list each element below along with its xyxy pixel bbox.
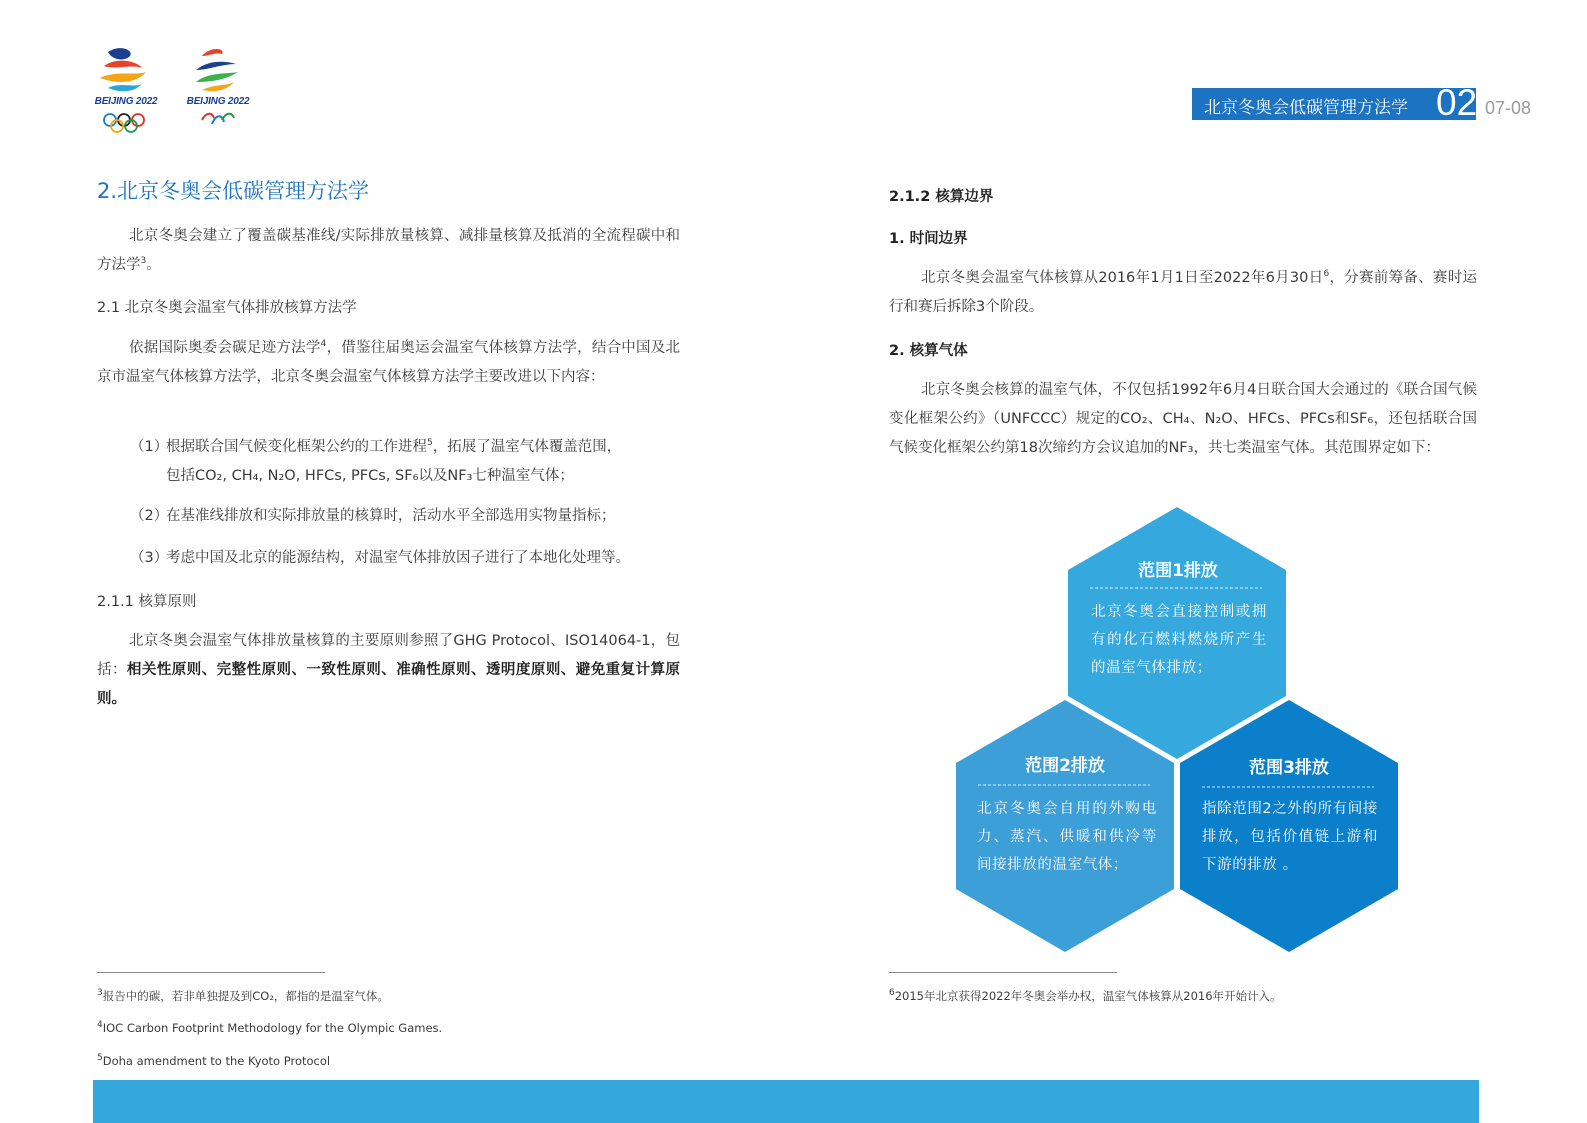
scope3-label: 范围3排放 bbox=[1249, 758, 1329, 778]
paralympic-emblem-icon bbox=[182, 42, 252, 134]
page-numbers: 07-08 bbox=[1485, 98, 1532, 118]
scope3-text: 指除范围2之外的所有间接排放，包括价值链上游和下游的排放 。 bbox=[1202, 801, 1378, 873]
footnote-3: $^3$报告中的碳，若非单独提及到CO₂，都指的是温室气体。 bbox=[97, 988, 389, 1003]
heading-accounting-gases: 2. 核算气体 bbox=[889, 343, 968, 359]
footnote-ref-6[interactable]: 6 bbox=[1323, 269, 1330, 280]
section-title: 2.北京冬奥会低碳管理方法学 bbox=[97, 179, 370, 203]
list-item-1: （1）根据联合国气候变化框架公约的工作进程$^5$，拓展了温室气体覆盖范围， 包括CO₂, CH₄, N₂O, HFCs, PFCs, SF₆以及NF₃七种温室气体； bbox=[130, 438, 622, 484]
subsection-2-1: 2.1 北京冬奥会温室气体排放核算方法学 bbox=[97, 300, 357, 316]
methodology-paragraph: 依据国际奥委会碳足迹方法学$^4$，借鉴往届奥运会温室气体核算方法学，结合中国及北京市温室气体核算方法学，北京冬奥会温室气体核算方法学主要改进以下内容： bbox=[97, 339, 681, 385]
footnote-6: $^6$2015年北京获得2022年冬奥会举办权，温室气体核算从2016年开始计入。 bbox=[889, 988, 1282, 1003]
olympic-logo bbox=[90, 42, 160, 134]
bottom-color-bar bbox=[93, 1080, 1479, 1123]
time-boundary-paragraph: 北京冬奥会温室气体核算从2016年1月1日至2022年6月30日$^6$，分赛前筹备、赛时运行和赛后拆除3个阶段。 bbox=[889, 269, 1477, 315]
list-item-2: （2）在基准线排放和实际排放量的核算时，活动水平全部选用实物量指标； bbox=[130, 508, 616, 524]
principles-bold: 相关性原则、完整性原则、一致性原则、准确性原则、透明度原则、避免重复计算原则。 bbox=[97, 662, 680, 707]
list-item-3: （3）考虑中国及北京的能源结构，对温室气体排放因子进行了本地化处理等。 bbox=[130, 550, 630, 566]
chapter-header bbox=[1192, 82, 1478, 123]
intro-paragraph: 北京冬奥会建立了覆盖碳基准线/实际排放量核算、减排量核算及抵消的全流程碳中和方法学$^3$。 bbox=[97, 228, 680, 273]
scope1-text: 北京冬奥会直接控制或拥有的化石燃料燃烧所产生的温室气体排放； bbox=[1091, 604, 1267, 676]
subsection-2-1-1: 2.1.1 核算原则 bbox=[97, 594, 197, 610]
footnote-divider-left bbox=[97, 972, 325, 973]
heading-time-boundary: 1. 时间边界 bbox=[889, 231, 968, 247]
subsection-2-1-2: 2.1.2 核算边界 bbox=[889, 189, 994, 205]
footnote-ref-3[interactable]: 3 bbox=[140, 256, 147, 267]
scope1-label: 范围1排放 bbox=[1138, 561, 1218, 581]
paralympic-logo-text: BEIJING 2022 bbox=[186, 96, 250, 107]
chapter-number: 02 bbox=[1436, 82, 1478, 123]
footnote-ref-5[interactable]: 5 bbox=[427, 438, 433, 449]
chapter-title: 北京冬奥会低碳管理方法学 bbox=[1204, 98, 1408, 118]
olympic-emblem-icon bbox=[90, 42, 160, 134]
olympic-logo-text: BEIJING 2022 bbox=[94, 96, 158, 107]
scope2-text: 北京冬奥会自用的外购电力、蒸汽、供暖和供冷等间接排放的温室气体； bbox=[977, 801, 1157, 873]
footnote-4: $^4$IOC Carbon Footprint Methodology for the Olympic Games. bbox=[97, 1020, 443, 1035]
scope2-label: 范围2排放 bbox=[1025, 756, 1105, 776]
principles-paragraph: 北京冬奥会温室气体排放量核算的主要原则参照了GHG Protocol、ISO14064-1，包括：相关性原则、完整性原则、一致性原则、准确性原则、透明度原则、避免重复计算原则。 bbox=[97, 633, 680, 707]
paralympic-logo bbox=[182, 42, 252, 134]
footnote-divider-right bbox=[889, 972, 1117, 973]
footnote-5: $^5$Doha amendment to the Kyoto Protocol bbox=[97, 1053, 331, 1068]
gases-paragraph: 北京冬奥会核算的温室气体，不仅包括1992年6月4日联合国大会通过的《联合国气候变化框架公约》（UNFCCC）规定的CO₂、CH₄、N₂O、HFCs、PFCs和SF₆，还包括联合国气候变化框架公约第18次缔约方会议追加的NF₃，共七类温室气体。其范围界定如下： bbox=[889, 382, 1477, 456]
footnote-ref-4[interactable]: 4 bbox=[320, 339, 327, 350]
